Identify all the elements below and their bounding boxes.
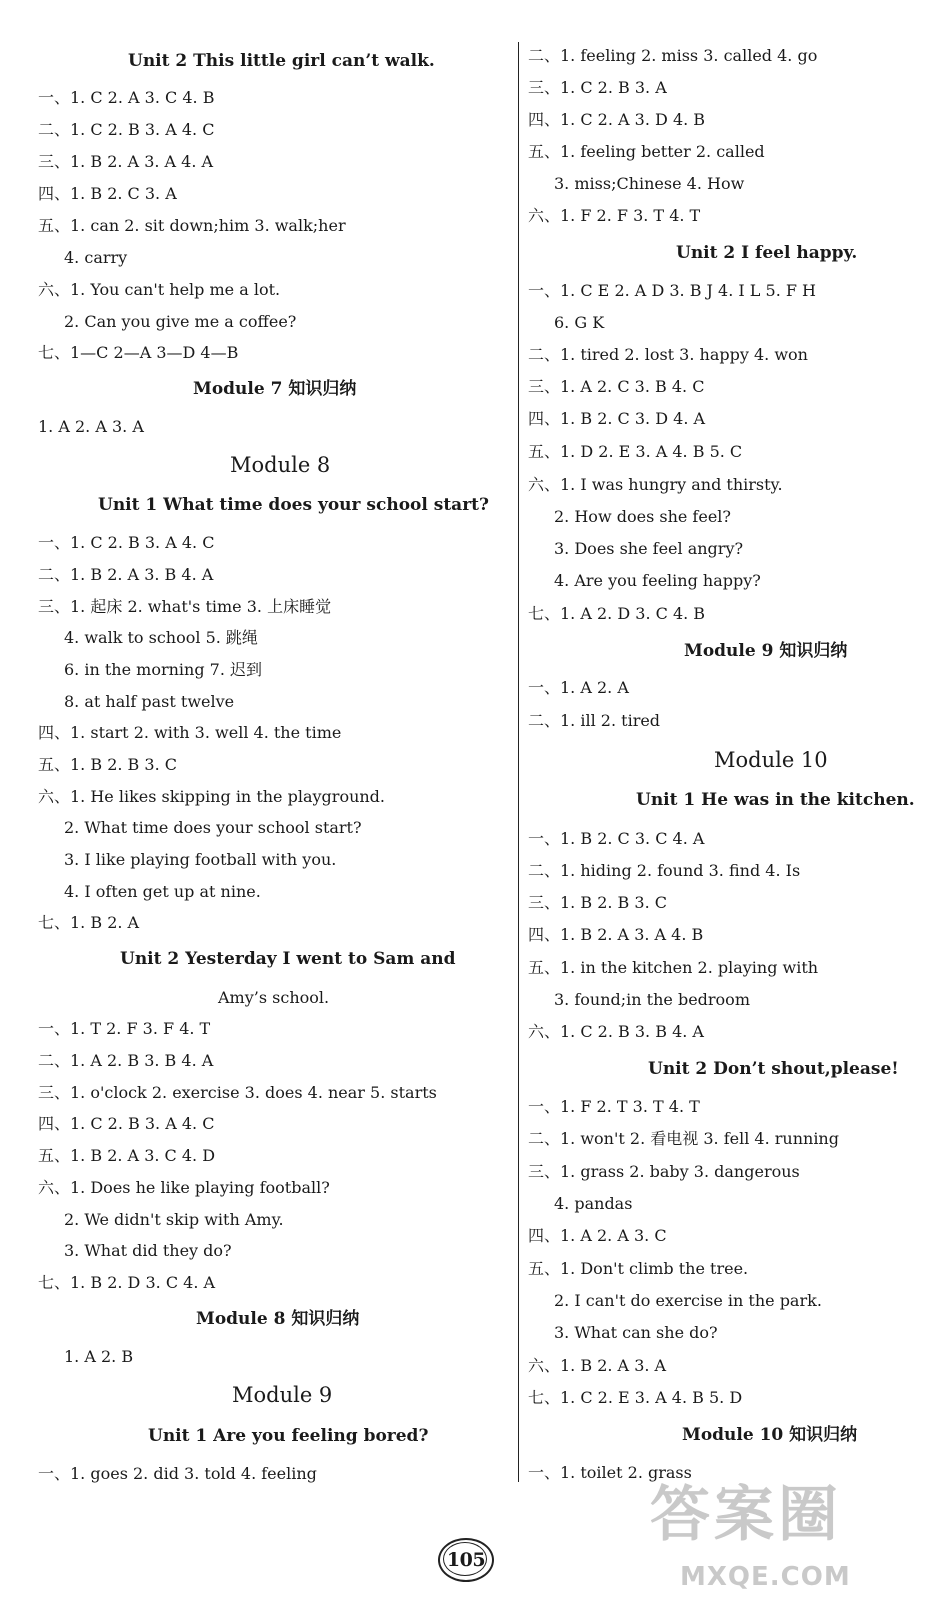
summary-heading: Module 10 知识归纳 [682, 1425, 858, 1445]
summary-heading: Module 9 知识归纳 [684, 641, 848, 661]
watermark-url: MXQE.COM [680, 1562, 851, 1592]
answer-line: 3. I like playing football with you. [64, 850, 337, 869]
unit-heading: Unit 2 Don’t shout,please! [648, 1059, 899, 1079]
summary-heading: Module 7 知识归纳 [193, 379, 357, 399]
answer-line: 二、1. hiding 2. found 3. find 4. Is [528, 861, 801, 880]
answer-line: 1. A 2. A 3. A [38, 417, 144, 436]
answer-line: 六、1. F 2. F 3. T 4. T [528, 206, 701, 225]
answer-line: 五、1. B 2. A 3. C 4. D [38, 1146, 216, 1165]
answer-line: 五、1. feeling better 2. called [528, 142, 765, 161]
answer-line: 三、1. 起床 2. what's time 3. 上床睡觉 [38, 597, 332, 616]
answer-line: 六、1. C 2. B 3. B 4. A [528, 1022, 704, 1041]
answer-line: 四、1. A 2. A 3. C [528, 1226, 667, 1245]
answer-line: 6. G K [554, 313, 605, 332]
unit-heading: Unit 2 Yesterday I went to Sam and [120, 949, 456, 969]
answer-line: 三、1. B 2. A 3. A 4. A [38, 152, 214, 171]
answer-line: 4. carry [64, 248, 128, 267]
answer-line: 三、1. A 2. C 3. B 4. C [528, 377, 705, 396]
answer-line: 五、1. Don't climb the tree. [528, 1259, 749, 1278]
unit-heading: Unit 1 Are you feeling bored? [148, 1426, 429, 1446]
answer-line: 四、1. C 2. A 3. D 4. B [528, 110, 706, 129]
answer-line: 4. pandas [554, 1194, 633, 1213]
answer-line: 3. What can she do? [554, 1323, 718, 1342]
answer-line: 六、1. He likes skipping in the playground. [38, 787, 386, 806]
module-title: Module 10 [714, 748, 828, 772]
answer-line: 一、1. C 2. B 3. A 4. C [38, 533, 215, 552]
answer-line: 6. in the morning 7. 迟到 [64, 660, 263, 679]
answer-line: 3. What did they do? [64, 1241, 232, 1260]
answer-line: 3. miss;Chinese 4. How [554, 174, 745, 193]
answer-line: 七、1. B 2. D 3. C 4. A [38, 1273, 216, 1292]
answer-line: 五、1. can 2. sit down;him 3. walk;her [38, 216, 346, 235]
answer-line: 七、1—C 2—A 3—D 4—B [38, 343, 239, 362]
answer-line: 四、1. B 2. A 3. A 4. B [528, 925, 704, 944]
answer-line: 七、1. C 2. E 3. A 4. B 5. D [528, 1388, 743, 1407]
answer-line: 二、1. feeling 2. miss 3. called 4. go [528, 46, 818, 65]
answer-line: 六、1. B 2. A 3. A [528, 1356, 667, 1375]
answer-line: 七、1. B 2. A [38, 913, 140, 932]
answer-line: 六、1. I was hungry and thirsty. [528, 475, 783, 494]
answer-line: 四、1. B 2. C 3. D 4. A [528, 409, 706, 428]
unit-heading: Unit 1 What time does your school start? [98, 495, 489, 515]
answer-line: 2. We didn't skip with Amy. [64, 1210, 284, 1229]
unit-heading-continued: Amy’s school. [218, 988, 330, 1007]
answer-line: 1. A 2. B [64, 1347, 134, 1366]
answer-line: 二、1. won't 2. 看电视 3. fell 4. running [528, 1129, 839, 1148]
answer-line: 2. How does she feel? [554, 507, 731, 526]
unit-heading: Unit 1 He was in the kitchen. [636, 790, 915, 810]
answer-line: 一、1. B 2. C 3. C 4. A [528, 829, 705, 848]
answer-line: 三、1. grass 2. baby 3. dangerous [528, 1162, 800, 1181]
module-title: Module 9 [232, 1383, 333, 1407]
module-title: Module 8 [230, 453, 331, 477]
page-number: 105 [438, 1538, 494, 1582]
answer-line: 七、1. A 2. D 3. C 4. B [528, 604, 706, 623]
answer-line: 一、1. goes 2. did 3. told 4. feeling [38, 1464, 317, 1483]
answer-line: 二、1. C 2. B 3. A 4. C [38, 120, 215, 139]
answer-line: 六、1. You can't help me a lot. [38, 280, 281, 299]
answer-line: 一、1. C 2. A 3. C 4. B [38, 88, 215, 107]
answer-line: 一、1. T 2. F 3. F 4. T [38, 1019, 211, 1038]
answer-line: 一、1. A 2. A [528, 678, 629, 697]
answer-line: 三、1. B 2. B 3. C [528, 893, 667, 912]
answer-line: 4. Are you feeling happy? [554, 571, 761, 590]
unit-heading: Unit 2 This little girl can’t walk. [128, 51, 435, 71]
answer-line: 三、1. o'clock 2. exercise 3. does 4. near 5. starts [38, 1083, 437, 1102]
answer-line: 三、1. C 2. B 3. A [528, 78, 667, 97]
answer-line: 六、1. Does he like playing football? [38, 1178, 330, 1197]
answer-line: 2. What time does your school start? [64, 818, 362, 837]
answer-line: 五、1. B 2. B 3. C [38, 755, 177, 774]
summary-heading: Module 8 知识归纳 [196, 1309, 360, 1329]
answer-line: 二、1. ill 2. tired [528, 711, 661, 730]
answer-line: 四、1. B 2. C 3. A [38, 184, 177, 203]
watermark [650, 1480, 920, 1600]
answer-line: 4. walk to school 5. 跳绳 [64, 628, 258, 647]
answer-line: 3. Does she feel angry? [554, 539, 744, 558]
answer-line: 五、1. D 2. E 3. A 4. B 5. C [528, 442, 743, 461]
answer-line: 四、1. C 2. B 3. A 4. C [38, 1114, 215, 1133]
answer-line: 4. I often get up at nine. [64, 882, 261, 901]
answer-line: 3. found;in the bedroom [554, 990, 750, 1009]
answer-line: 二、1. tired 2. lost 3. happy 4. won [528, 345, 808, 364]
column-divider [518, 42, 519, 1482]
answer-line: 一、1. toilet 2. grass [528, 1463, 692, 1482]
answer-line: 五、1. in the kitchen 2. playing with [528, 958, 819, 977]
page-number-ring [443, 1542, 487, 1576]
watermark-logo: 答案圈 [650, 1480, 842, 1550]
answer-line: 二、1. A 2. B 3. B 4. A [38, 1051, 214, 1070]
answer-line: 一、1. C E 2. A D 3. B J 4. I L 5. F H [528, 281, 817, 300]
answer-line: 一、1. F 2. T 3. T 4. T [528, 1097, 700, 1116]
unit-heading: Unit 2 I feel happy. [676, 243, 858, 263]
answer-line: 四、1. start 2. with 3. well 4. the time [38, 723, 342, 742]
answer-line: 二、1. B 2. A 3. B 4. A [38, 565, 214, 584]
answer-line: 8. at half past twelve [64, 692, 235, 711]
answer-line: 2. I can't do exercise in the park. [554, 1291, 822, 1310]
answer-line: 2. Can you give me a coffee? [64, 312, 297, 331]
